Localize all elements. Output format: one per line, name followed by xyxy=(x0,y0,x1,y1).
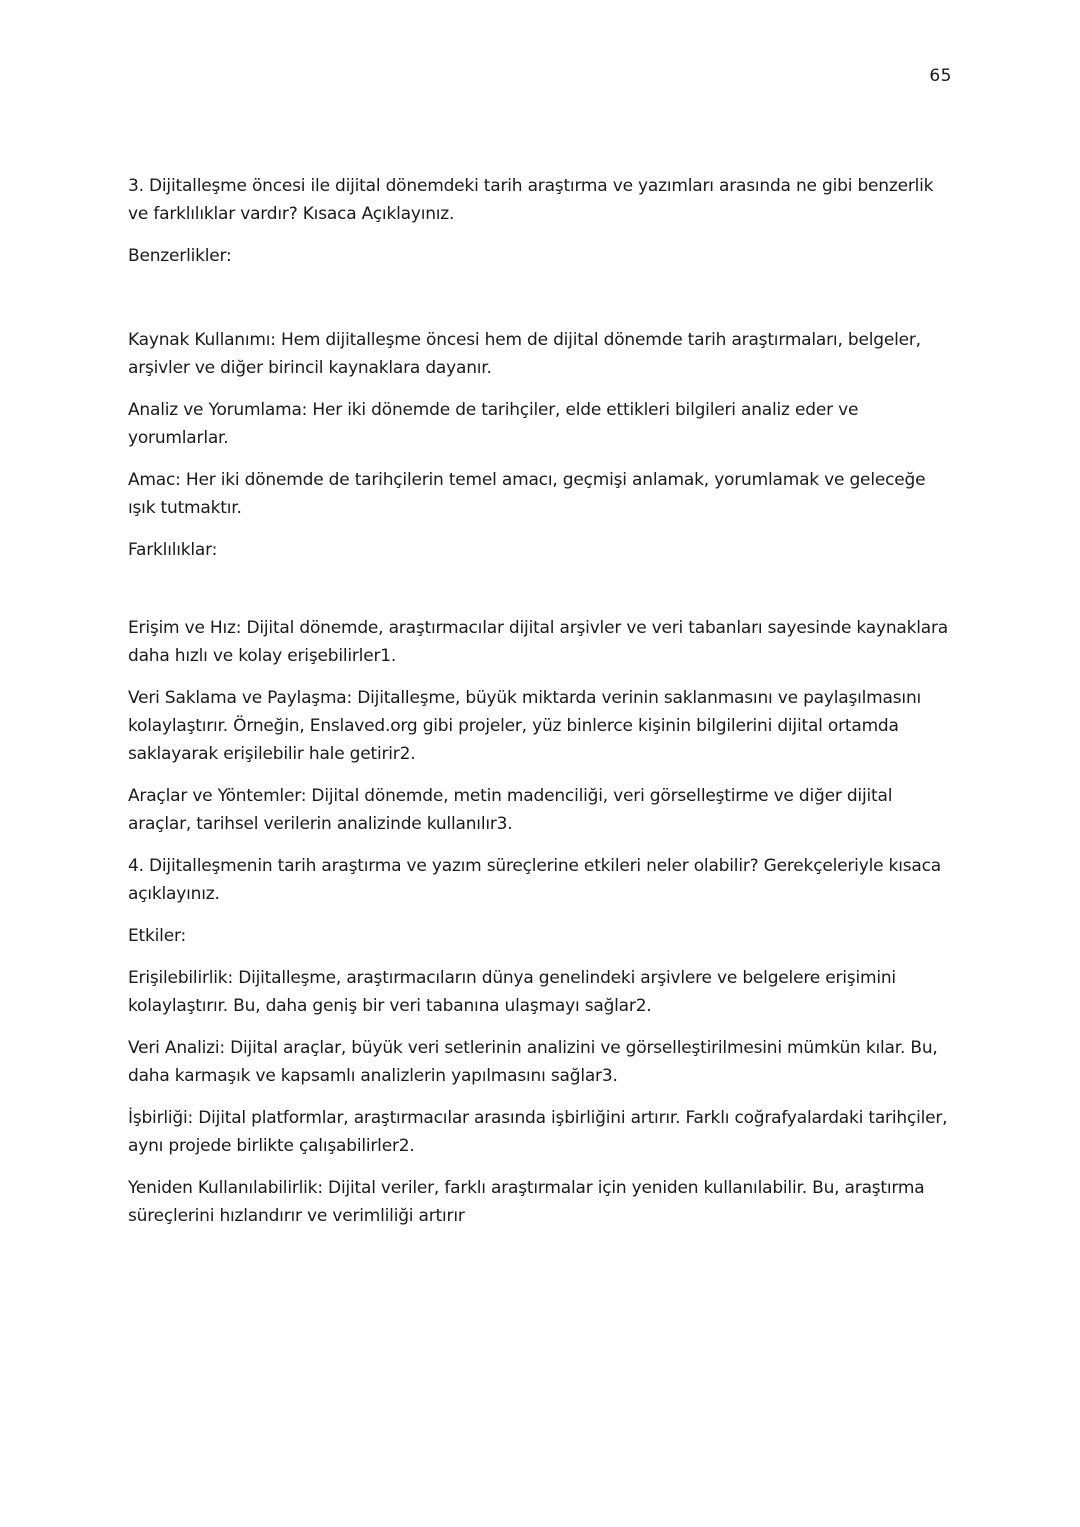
difference-item: Veri Saklama ve Paylaşma: Dijitalleşme, büyük miktarda verinin saklanmasını ve paylaşılmasını kolaylaştırır. Örneğin, Enslaved.org gibi projeler, yüz binlerce kişinin bilgilerini dijital ortamda saklayarak erişilebilir hale getirir2. xyxy=(128,688,922,764)
similarity-item: Kaynak Kullanımı: Hem dijitalleşme öncesi hem de dijital dönemde tarih araştırmaları, belgeler, arşivler ve diğer birincil kaynaklara dayanır. xyxy=(128,330,921,378)
effect-item: Erişilebilirlik: Dijitalleşme, araştırmacıların dünya genelindeki arşivlere ve belgelere erişimini kolaylaştırır. Bu, daha geniş bir veri tabanına ulaşmayı sağlar2. xyxy=(128,968,896,1016)
effect-item: İşbirliği: Dijital platformlar, araştırmacılar arasında işbirliğini artırır. Farklı coğrafyalardaki tarihçiler, aynı projede birlikte çalışabilirler2. xyxy=(128,1108,948,1156)
similarities-heading: Benzerlikler: xyxy=(128,246,232,266)
question-3: 3. Dijitalleşme öncesi ile dijital dönemdeki tarih araştırma ve yazımları arasında ne gibi benzerlik ve farklılıklar vardır? Kısaca Açıklayınız. xyxy=(128,176,934,224)
effect-item: Yeniden Kullanılabilirlik: Dijital veriler, farklı araştırmalar için yeniden kullanılabilir. Bu, araştırma süreçlerini hızlandırır ve verimliliği artırır xyxy=(128,1178,925,1226)
difference-item: Araçlar ve Yöntemler: Dijital dönemde, metin madenciliği, veri görselleştirme ve diğer dijital araçlar, tarihsel verilerin analizinde kullanılır3. xyxy=(128,786,893,834)
effects-heading: Etkiler: xyxy=(128,926,186,946)
similarity-item: Analiz ve Yorumlama: Her iki dönemde de tarihçiler, elde ettikleri bilgileri analiz eder ve yorumlarlar. xyxy=(128,400,859,448)
effect-item: Veri Analizi: Dijital araçlar, büyük veri setlerinin analizini ve görselleştirilmesini mümkün kılar. Bu, daha karmaşık ve kapsamlı analizlerin yapılmasını sağlar3. xyxy=(128,1038,938,1086)
page-number: 65 xyxy=(929,66,952,86)
difference-item: Erişim ve Hız: Dijital dönemde, araştırmacılar dijital arşivler ve veri tabanları sayesinde kaynaklara daha hızlı ve kolay erişebilirler1. xyxy=(128,618,949,666)
similarity-item: Amac: Her iki dönemde de tarihçilerin temel amacı, geçmişi anlamak, yorumlamak ve geleceğe ışık tutmaktır. xyxy=(128,470,926,518)
document-body xyxy=(128,172,952,1244)
question-4: 4. Dijitalleşmenin tarih araştırma ve yazım süreçlerine etkileri neler olabilir? Gerekçeleriyle kısaca açıklayınız. xyxy=(128,856,941,904)
differences-heading: Farklılıklar: xyxy=(128,540,218,560)
